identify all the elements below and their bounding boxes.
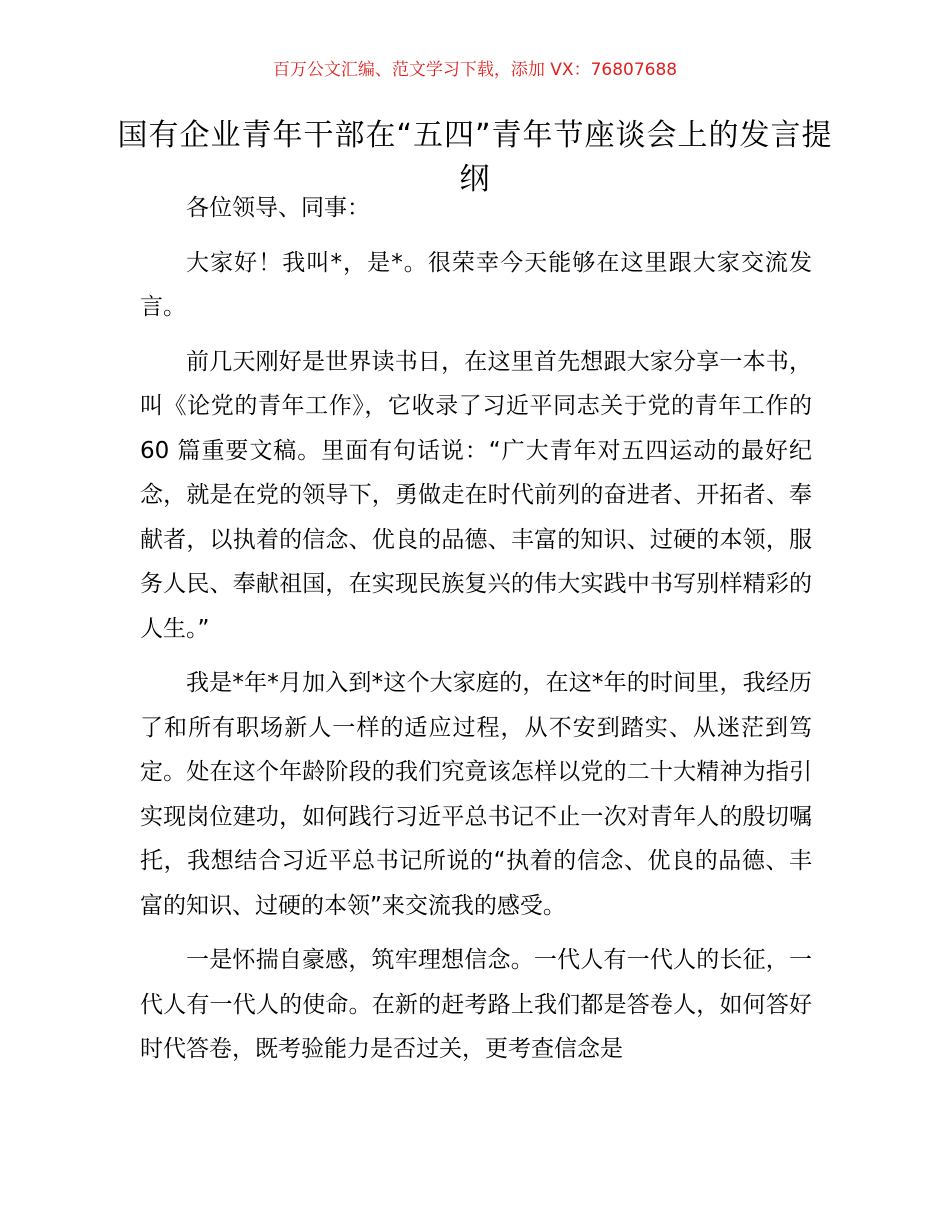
header-banner: 百万公文汇编、范文学习下载，添加 VX：76807688	[272, 60, 678, 80]
page-title: 国有企业青年干部在“五四”青年节座谈会上的发言提纲	[117, 118, 833, 197]
paragraph-book-quote: 前几天刚好是世界读书日，在这里首先想跟大家分享一本书，叫《论党的青年工作》，它收录了习近平同志关于党的青年工作的 60 篇重要文稿。里面有句话说：“广大青年对五四运动的最好纪念，就是在党的领导下，勇做走在时代前列的奋进者、开拓者、奉献者，以执着的信念、优良的品德、丰富的知识、过硬的本领，服务人民、奉献祖国，在实现民族复兴的伟大实践中书写别样精彩的人生。”	[140, 348, 812, 642]
paragraph-point-one: 一是怀揣自豪感，筑牢理想信念。一代人有一代人的长征，一代人有一代人的使命。在新的赶考路上我们都是答卷人，如何答好时代答卷，既考验能力是否过关，更考查信念是	[140, 947, 812, 1062]
paragraph-salutation: 各位领导、同事：	[186, 195, 370, 221]
paragraph-greeting: 大家好！我叫*，是*。很荣幸今天能够在这里跟大家交流发言。	[140, 249, 812, 320]
document-body	[140, 186, 812, 1082]
paragraph-experience: 我是*年*月加入到*这个大家庭的，在这*年的时间里，我经历了和所有职场新人一样的适应过程，从不安到踏实、从迷茫到笃定。处在这个年龄阶段的我们究竟该怎样以党的二十大精神为指引实现岗位建功，如何践行习近平总书记不止一次对青年人的殷切嘱托，我想结合习近平总书记所说的“执着的信念、优良的品德、丰富的知识、过硬的本领”来交流我的感受。	[140, 670, 812, 919]
